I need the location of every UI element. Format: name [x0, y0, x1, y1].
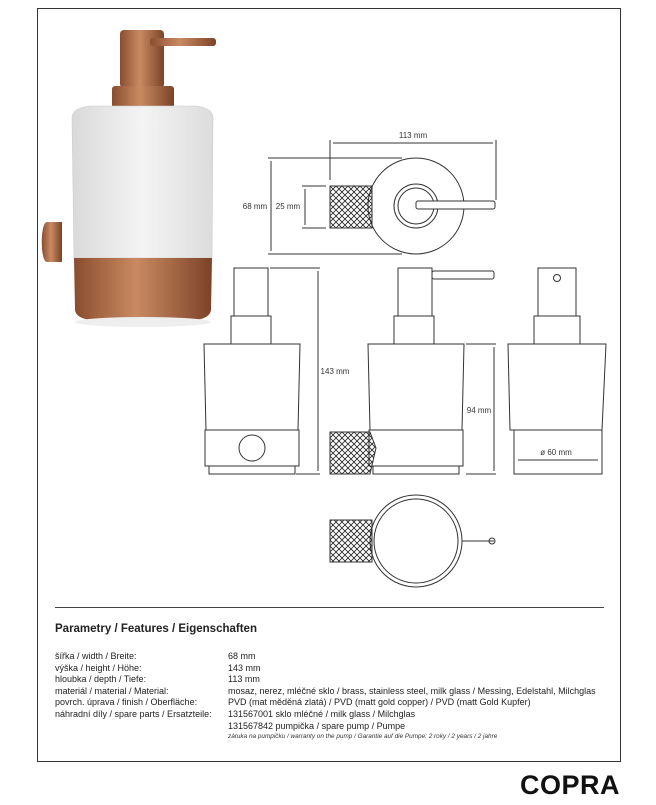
dim-height: 143 mm	[320, 367, 350, 376]
spec-label: šířka / width / Breite:	[55, 651, 137, 661]
dim-width-side: 68 mm	[242, 202, 268, 211]
spec-value: 113 mm	[228, 674, 260, 685]
spec-value: mosaz, nerez, mléčné sklo / brass, stainless steel, milk glass / Messing, Edelstahl, Milchglas	[228, 685, 596, 696]
dim-holder: 25 mm	[275, 202, 301, 211]
section-title: Parametry / Features / Eigenschaften	[55, 623, 257, 635]
spec-row-depth	[55, 674, 596, 686]
spec-value: 131567001 sklo mléčné / milk glass / Milchglas	[228, 708, 416, 719]
side-view	[330, 268, 496, 474]
spec-label: hloubka / depth / Tiefe:	[55, 674, 147, 685]
spec-row-height	[55, 663, 596, 675]
dim-width-top: 113 mm	[398, 131, 428, 140]
spec-label: materiál / material / Material:	[55, 685, 169, 696]
spec-row-material	[55, 686, 596, 698]
product-photo	[42, 30, 216, 327]
spec-label: náhradní díly / spare parts / Ersatzteile:	[55, 708, 212, 719]
dim-height-glass: 94 mm	[466, 406, 492, 415]
spec-value: 131567842 pumpička / spare pump / Pumpe	[228, 720, 406, 731]
front-view	[204, 268, 320, 474]
spec-row-finish	[55, 697, 596, 709]
top-view	[268, 140, 496, 254]
spec-value: PVD (mat měděná zlatá) / PVD (matt gold copper) / PVD (matt Gold Kupfer)	[228, 697, 531, 708]
spec-label: povrch. úprava / finish / Oberfläche:	[55, 697, 198, 708]
brand-name: COPRA	[519, 770, 620, 800]
spec-label	[55, 721, 228, 733]
spec-value: 143 mm	[228, 662, 261, 673]
spec-row-width	[55, 651, 596, 663]
spec-row-spare-pump	[55, 721, 596, 733]
spec-table	[55, 651, 596, 742]
warranty-note: záruka na pumpičku / warranty on the pump / Garantie auf die Pumpe: 2 roky / 2 years / 2 jahre	[228, 733, 498, 741]
spec-label: výška / height / Höhe:	[55, 662, 142, 673]
spec-row-spare-parts	[55, 709, 596, 721]
dim-diameter: ø 60 mm	[540, 448, 572, 457]
back-view	[508, 268, 606, 474]
section-divider	[55, 607, 604, 608]
spec-value: 68 mm	[228, 651, 256, 661]
bottom-view	[330, 495, 495, 587]
